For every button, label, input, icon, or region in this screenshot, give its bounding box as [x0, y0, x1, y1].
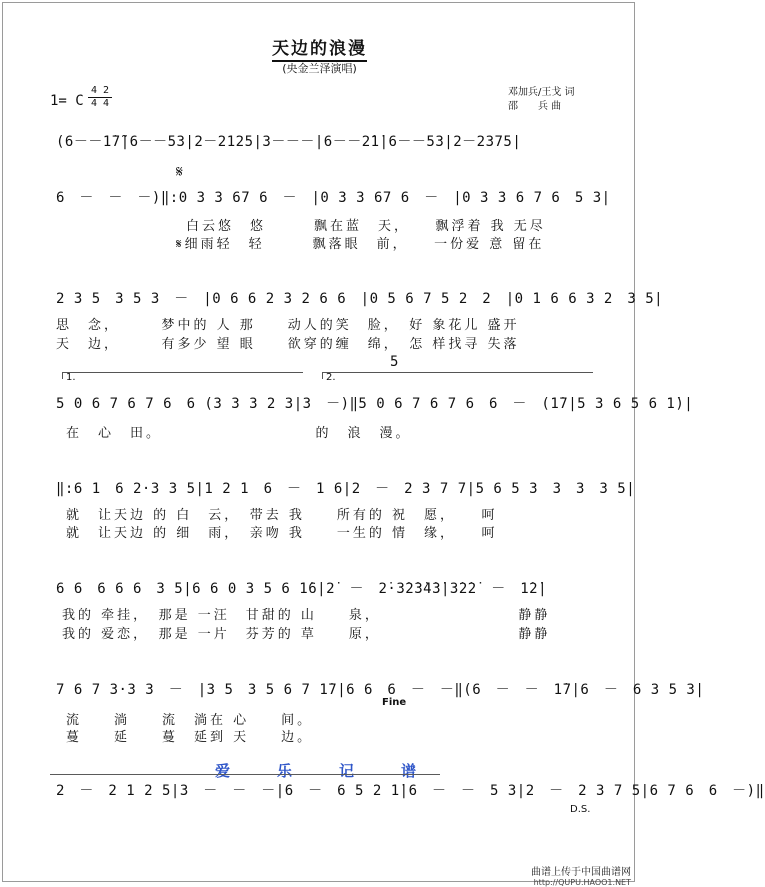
score-line-3: 2 3 5 3 5 3 － |0 6 6 2 3 2 6 6 |0 5 6 7 5 2 2 |0 1 6 6 3 2 3 5| [56, 291, 664, 307]
time-signature [88, 86, 112, 109]
score-line-7: 7 6 7 3·3 3 － |3 5 3 5 6 7 1̇7|6 6 6 － －‖(6 － － 1̇7|6 － 6 3 5 3| [56, 682, 705, 698]
composer-credit: 邵 兵 曲 [508, 101, 562, 112]
volta-bracket-2 [322, 372, 593, 379]
lyric-line-6-verse-1: 我的 牵挂， 那是 一汪 甘甜的 山 泉， 静静 [62, 608, 551, 623]
lyricist-credit: 邓加兵/王戈 词 [508, 87, 575, 98]
lyric-line-3-verse-2: 天 边， 有多少 望 眼 欲穿的缠 绵， 怎 样找寻 失落 [56, 337, 520, 352]
lyric-line-7-verse-2: 蔓 延 蔓 延到 天 边。 [66, 730, 314, 745]
score-line-4: 5 0 6 7 6 7 6 6 (3 3 3 2 3|3 －)‖5 0 6 7 6 7 6 6 － (1̇7|5 3 6 5 6 1̇)| [56, 396, 694, 412]
lyric-line-3-verse-1: 思 念， 梦中的 人 那 动人的笑 脸， 好 象花儿 盛开 [56, 318, 520, 333]
score-line-6: 6 6 6 6 6 3 5|6 6 0 3 5 6 1̇6|2̇ － 2̇·3̇2̇3̇4̇3̇|3̇2̇2̇ － 1̇2̇| [56, 581, 548, 597]
score-line-1: (6－－1̇7̃|6－－53|2－2125|3－－－|6－－2̇1̇|6－－53|2－2375| [56, 134, 522, 150]
lyric-line-2-verse-1: 白云悠 悠 飘在蓝 天， 飘浮着 我 无尽 [186, 219, 546, 234]
lyric-line-7-verse-1: 流 淌 流 淌在 心 间。 [66, 713, 314, 728]
lyric-line-4: 在 心 田。 的 浪 漫。 [66, 426, 412, 441]
site-name: 曲谱上传于中国曲谱网 [531, 867, 631, 878]
lyric-line-6-verse-2: 我的 爱恋， 那是 一片 芬芳的 草 原， 静静 [62, 627, 551, 642]
site-footer [531, 863, 631, 887]
song-subtitle: (央金兰泽演唱) [282, 62, 357, 75]
lyric-line-5-verse-2: 就 让天边 的 细 雨， 亲吻 我 一生的 情 缘， 呵 [66, 526, 498, 541]
lyric-line-2-verse-2: 𝄋细雨轻 轻 飘落眼 前， 一份爱 意 留在 [176, 237, 545, 252]
fine-marker: Fine [382, 697, 407, 708]
volta-label-1: 1. [66, 372, 76, 383]
score-mark-above-line-4: 5 [390, 354, 399, 370]
segno-sign: 𝄋 [176, 162, 184, 181]
volta-label-2: 2. [326, 372, 336, 383]
score-line-8: 2 － 2 1 2 5|3 － － －|6 － 6 5 2 1̇|6 － － 5 3|2 － 2 3 7 5|6 7 6 6 －)‖ [56, 783, 765, 799]
volta-bracket-1 [62, 372, 303, 379]
site-url: http://QUPU.HAOO1.NET [533, 878, 631, 887]
ds-marker: D.S. [570, 804, 591, 815]
song-title: 天边的浪漫 [0, 34, 639, 59]
score-line-2: 6 － － －)‖:0 3 3 67 6 － |0 3 3 67 6 － |0 3 3 6 7 6 5 3| [56, 190, 611, 206]
key-signature: 1= C [50, 93, 84, 109]
time-signature-top: 4 2 [90, 85, 110, 96]
brand-watermark: 爱 乐 记 谱 [215, 762, 433, 780]
time-signature-bottom: 4 4 [90, 98, 110, 109]
score-line-5: ‖:6 1 6 2·3 3 5|1 2 1 6 － 1 6|2 － 2 3 7 7|5 6 5 3 3 3 3 5| [56, 481, 636, 497]
brand-underline [50, 774, 440, 775]
lyric-line-5-verse-1: 就 让天边 的 白 云， 带去 我 所有的 祝 愿， 呵 [66, 508, 498, 523]
